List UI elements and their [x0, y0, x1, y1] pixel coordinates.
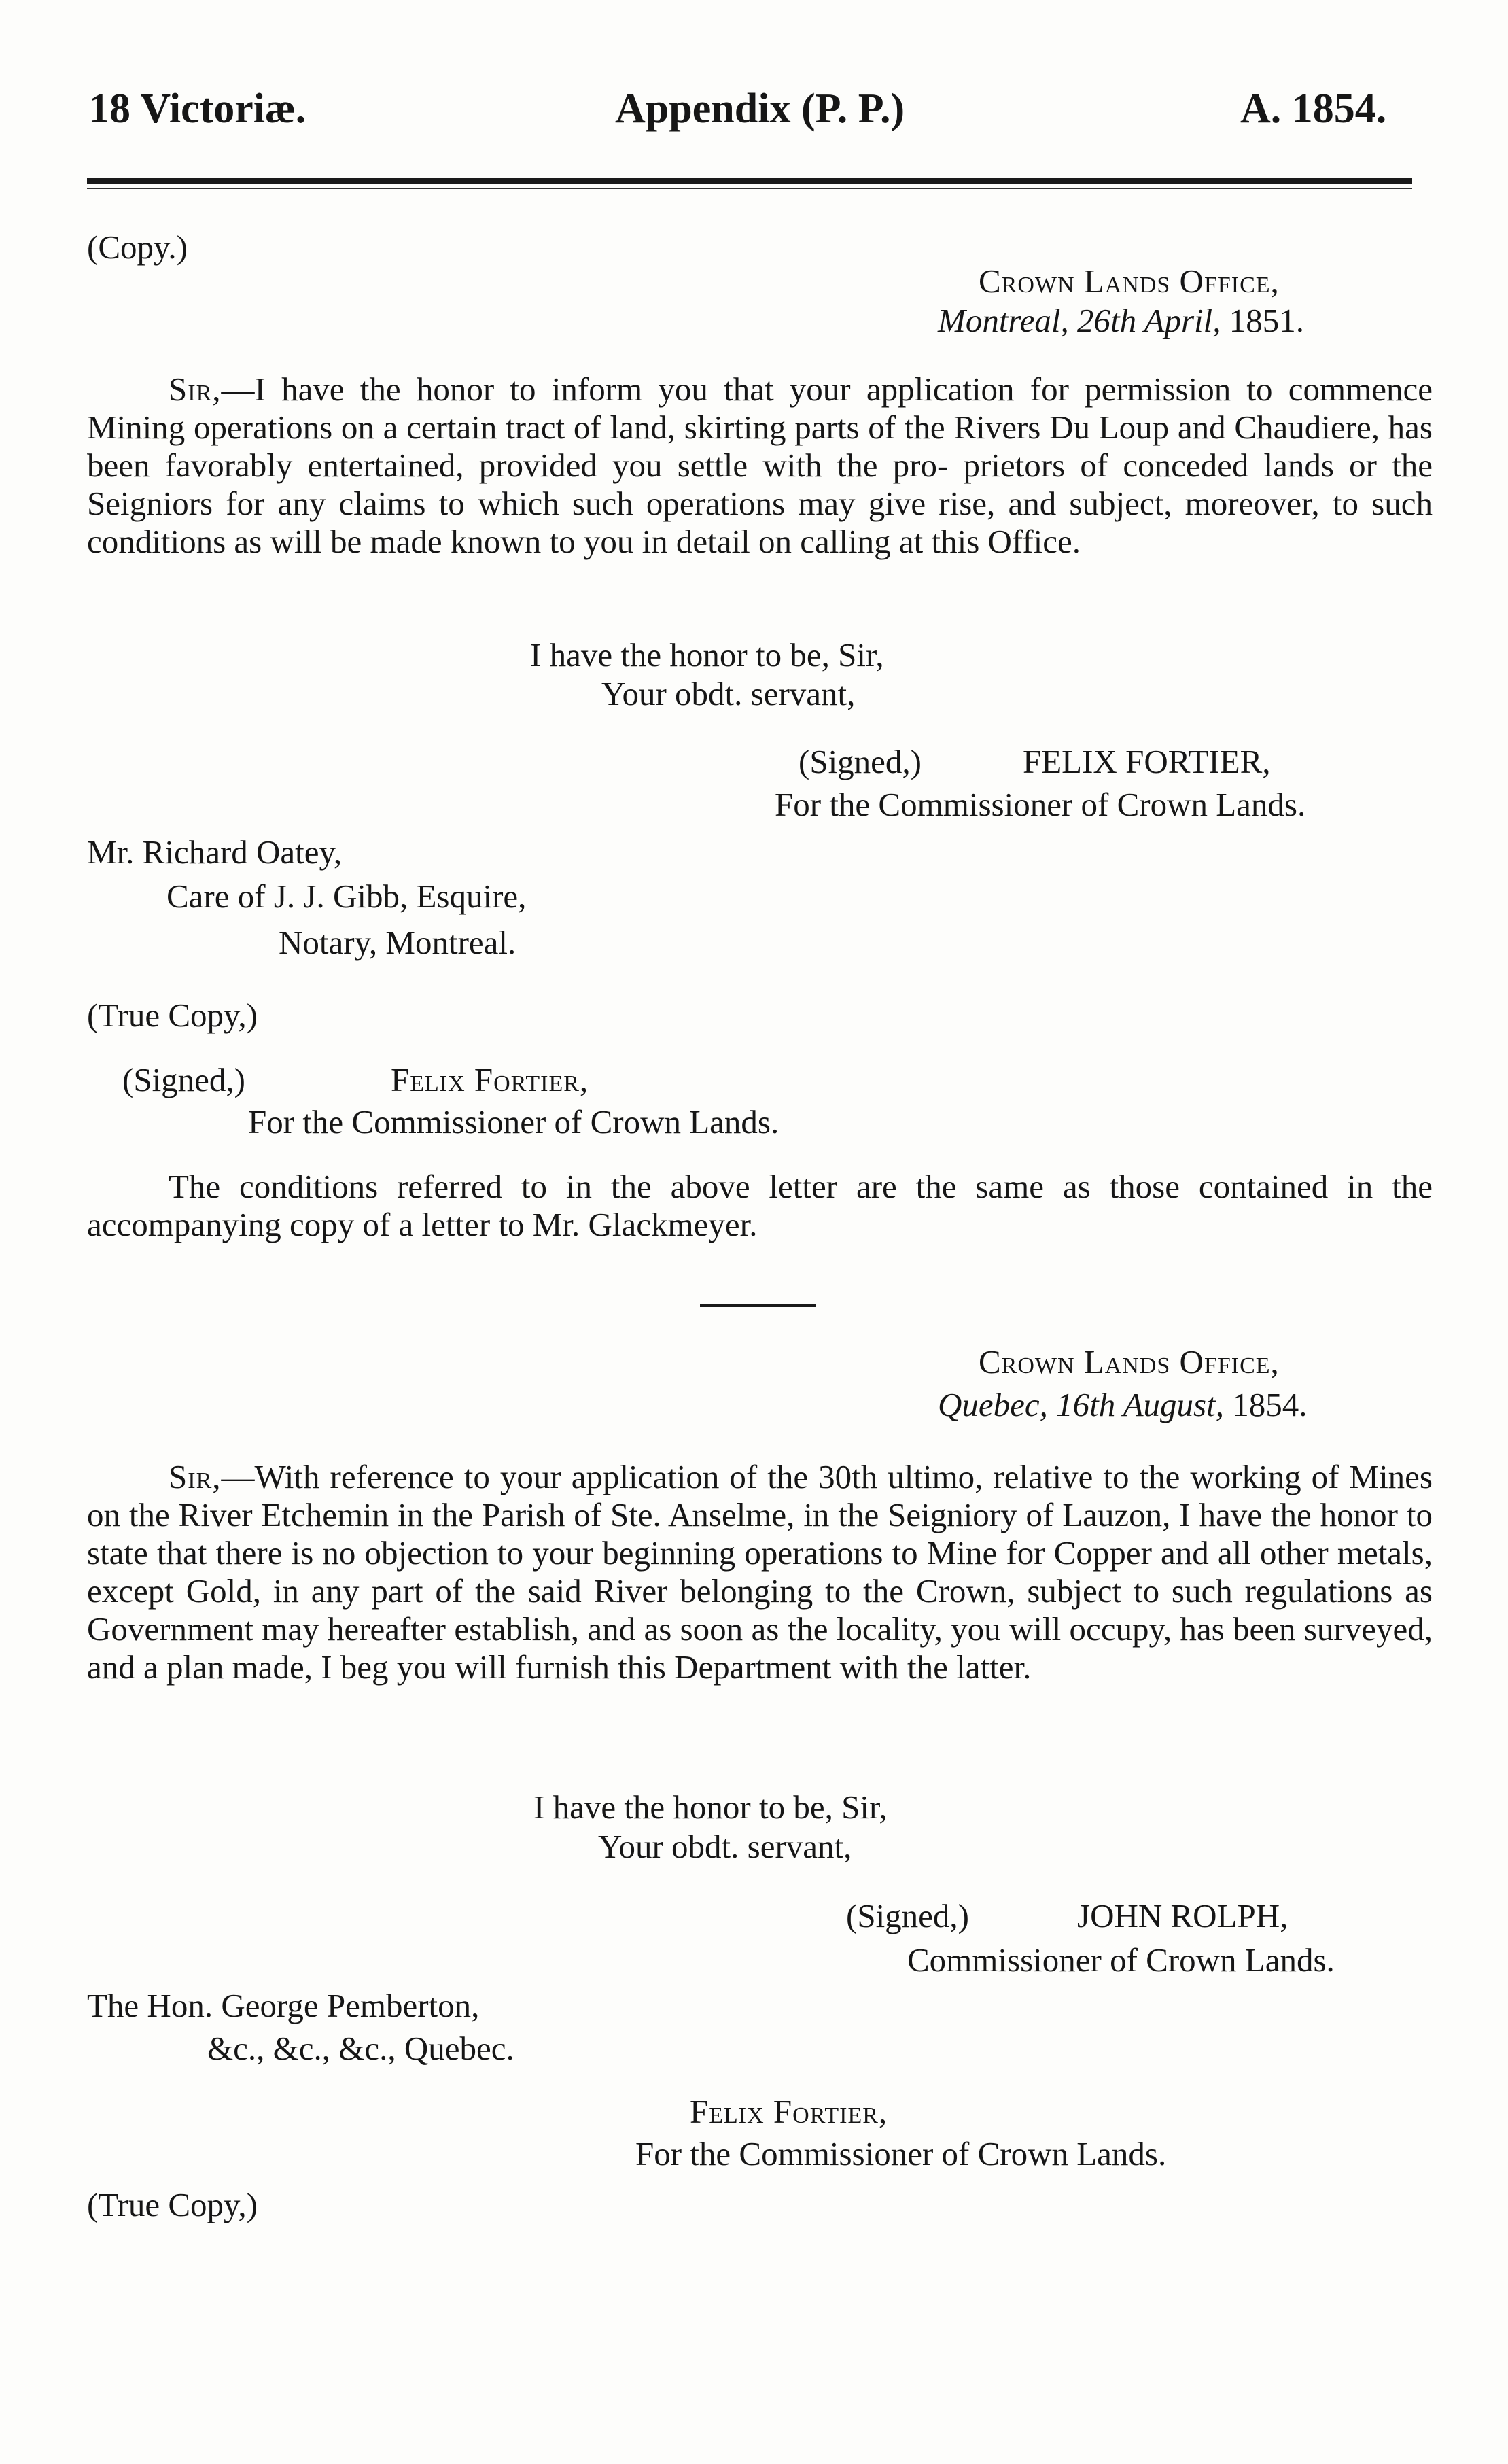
true-copy2-label: (True Copy,) — [87, 2186, 258, 2223]
section-separator — [700, 1304, 816, 1307]
letter2-dateline — [938, 1385, 1307, 1424]
letter2-dateline-place: Quebec, 16th August, — [938, 1386, 1224, 1423]
true-copy2-signer-title: For the Commissioner of Crown Lands. — [635, 2135, 1167, 2172]
header-session: 18 Victoriæ. — [88, 86, 306, 132]
letter1-signed: (Signed,) — [799, 743, 922, 780]
header-appendix: Appendix (P. P.) — [615, 86, 905, 132]
conditions-note: The conditions referred to in the above letter are the same as those contained in the accompanying copy of a letter to Mr. Glackmeyer. — [87, 1168, 1433, 1243]
header-rule-thin — [87, 188, 1412, 189]
true-copy-label: (True Copy,) — [87, 996, 258, 1034]
letter1-addressee-notary: Notary, Montreal. — [279, 924, 516, 961]
header-rule — [87, 178, 1412, 184]
true-copy2-signer: Felix Fortier, — [690, 2093, 888, 2130]
true-copy-signer: Felix Fortier, — [391, 1061, 589, 1098]
letter1-dateline — [938, 301, 1304, 340]
letter2-office: Crown Lands Office, — [979, 1343, 1280, 1381]
true-copy-signed: (Signed,) — [122, 1061, 245, 1098]
letter2-signed: (Signed,) — [846, 1897, 969, 1934]
letter2-signer-title: Commissioner of Crown Lands. — [907, 1941, 1335, 1979]
letter2-body — [87, 1458, 1433, 1686]
letter1-body — [87, 370, 1433, 561]
letter2-addressee-place: &c., &c., &c., Quebec. — [207, 2030, 514, 2067]
letter1-office: Crown Lands Office, — [979, 262, 1280, 300]
letter1-closing1: I have the honor to be, Sir, — [530, 636, 884, 674]
letter2-signer: JOHN ROLPH, — [1077, 1897, 1288, 1934]
copy-label: (Copy.) — [87, 228, 188, 266]
letter1-signer: FELIX FORTIER, — [1023, 743, 1271, 780]
letter2-closing2: Your obdt. servant, — [598, 1828, 852, 1865]
letter1-body-text: —I have the honor to inform you that your application for permission to commence Mining operations on a certain tract of land, skirting parts of the Rivers Du Loup and Chaudiere, has been favorably entertained, provided you settle with the pro- prietors of conceded lands or the Seigniors for any claims to which such operations may give rise, and subject, moreover, to such conditions as will be made known to you in detail on calling at this Office. — [87, 370, 1433, 560]
letter1-dateline-year: 1851. — [1229, 302, 1304, 339]
letter1-addressee-name: Mr. Richard Oatey, — [87, 833, 343, 871]
letter1-signer-title: For the Commissioner of Crown Lands. — [775, 786, 1306, 823]
true-copy-signer-title: For the Commissioner of Crown Lands. — [248, 1103, 779, 1141]
letter1-salutation: Sir, — [169, 370, 222, 408]
letter2-closing1: I have the honor to be, Sir, — [533, 1788, 888, 1826]
letter2-body-text: —With reference to your application of the 30th ultimo, relative to the working of Mines on the River Etchemin in the Parish of Ste. Anselme, in the Seigniory of Lauzon, I have the honor to state that there is no objection to your beginning operations to Mine for Copper and all other metals, except Gold, in any part of the said River belonging to the Crown, subject to such regulations as Government may hereafter establish, and as soon as the locality, you will occupy, has been surveyed, and a plan made, I beg you will furnish this Department with the latter. — [87, 1458, 1433, 1686]
letter2-dateline-year: 1854. — [1232, 1386, 1308, 1423]
letter1-closing2: Your obdt. servant, — [601, 675, 856, 712]
letter1-addressee-care: Care of J. J. Gibb, Esquire, — [166, 878, 527, 915]
letter2-addressee-name: The Hon. George Pemberton, — [87, 1987, 480, 2024]
letter2-salutation: Sir, — [169, 1458, 222, 1495]
header-year: A. 1854. — [1240, 86, 1387, 132]
letter1-dateline-place: Montreal, 26th April, — [938, 302, 1221, 339]
